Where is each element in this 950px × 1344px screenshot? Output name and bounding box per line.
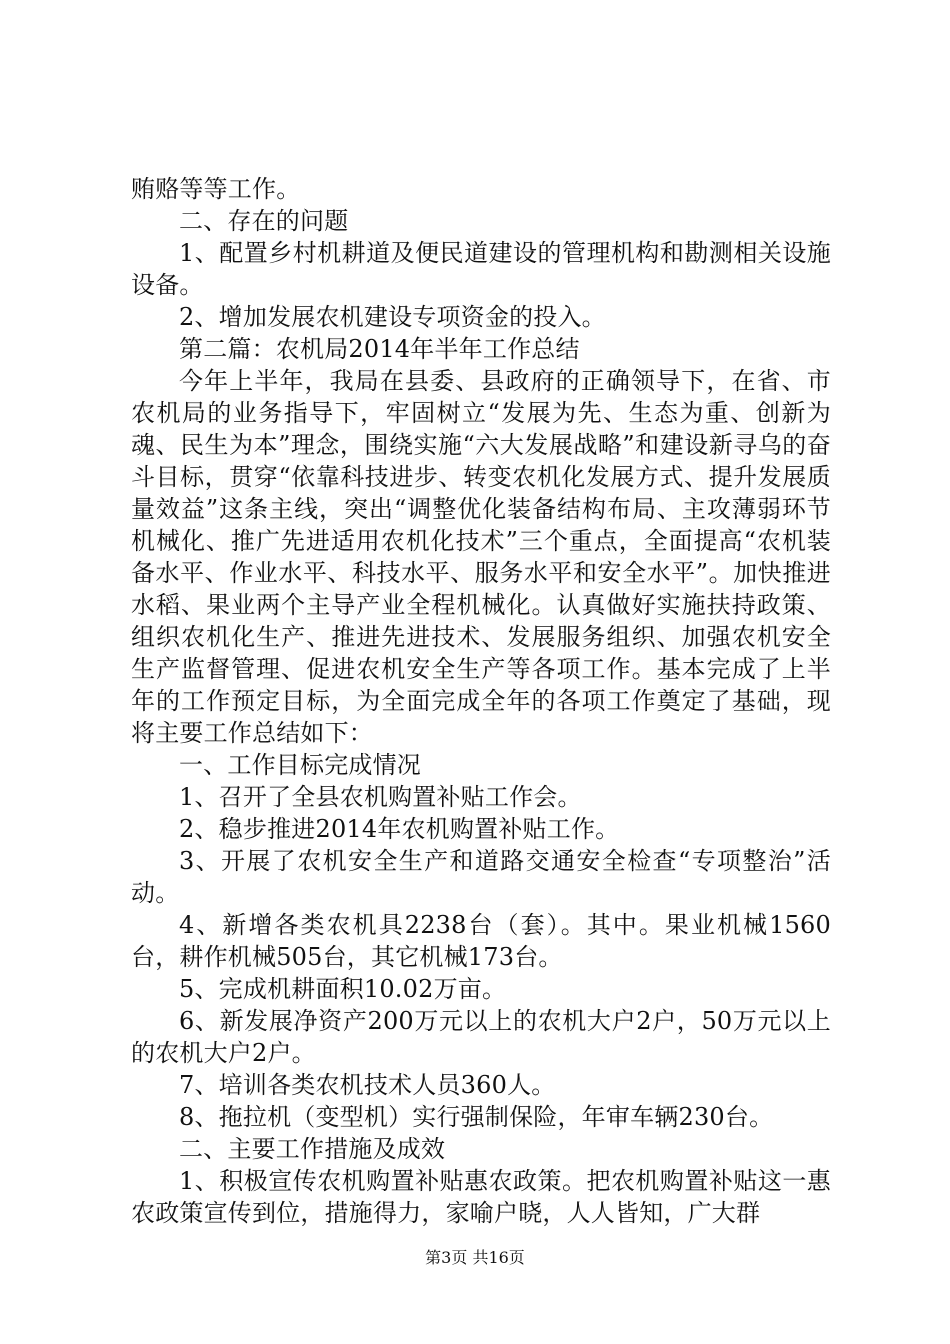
page-indicator: 第3页 共16页: [425, 1248, 525, 1267]
list-item: 2、稳步推进2014年农机购置补贴工作。: [179, 815, 620, 843]
paragraph: 1、配置乡村机耕道及便民道建设的管理机构和勘测相关设施设备。: [131, 239, 831, 299]
list-item: 5、完成机耕面积10.02万亩。: [179, 975, 507, 1003]
section-heading: 一、工作目标完成情况: [179, 751, 421, 779]
chapter-heading: 第二篇：农机局2014年半年工作总结: [179, 335, 580, 363]
list-item: 7、培训各类农机技术人员360人。: [179, 1071, 556, 1099]
page-footer: [0, 1248, 950, 1268]
paragraph: 今年上半年，我局在县委、县政府的正确领导下，在省、市农机局的业务指导下，牢固树立“发展为先、生态为重、创新为魂、民生为本”理念，围绕实施“六大发展战略”和建设新寻乌的奋斗目标，贯穿“依靠科技进步、转变农机化发展方式、提升发展质量效益”这条主线，突出“调整优化装备结构布局、主攻薄弱环节机械化、推广先进适用农机化技术”三个重点，全面提高“农机装备水平、作业水平、科技水平、服务水平和安全水平”。加快推进水稻、果业两个主导产业全程机械化。认真做好实施扶持政策、组织农机化生产、推进先进技术、发展服务组织、加强农机安全生产监督管理、促进农机安全生产等各项工作。基本完成了上半年的工作预定目标，为全面完成全年的各项工作奠定了基础，现将主要工作总结如下：: [131, 367, 831, 747]
list-item: 6、新发展净资产200万元以上的农机大户2户，50万元以上的农机大户2户。: [131, 1007, 831, 1067]
document-body: [131, 173, 831, 1229]
section-heading: 二、主要工作措施及成效: [179, 1135, 446, 1163]
list-item: 1、积极宣传农机购置补贴惠农政策。把农机购置补贴这一惠农政策宣传到位，措施得力，家喻户晓，人人皆知，广大群: [131, 1167, 831, 1227]
list-item: 4、新增各类农机具2238台（套）。其中。果业机械1560台，耕作机械505台，其它机械173台。: [131, 911, 831, 971]
paragraph: 贿赂等等工作。: [131, 175, 301, 203]
section-heading: 二、存在的问题: [179, 207, 349, 235]
list-item: 3、开展了农机安全生产和道路交通安全检查“专项整治”活动。: [131, 847, 831, 907]
list-item: 1、召开了全县农机购置补贴工作会。: [179, 783, 582, 811]
paragraph: 2、增加发展农机建设专项资金的投入。: [179, 303, 606, 331]
list-item: 8、拖拉机（变型机）实行强制保险，年审车辆230台。: [179, 1103, 774, 1131]
